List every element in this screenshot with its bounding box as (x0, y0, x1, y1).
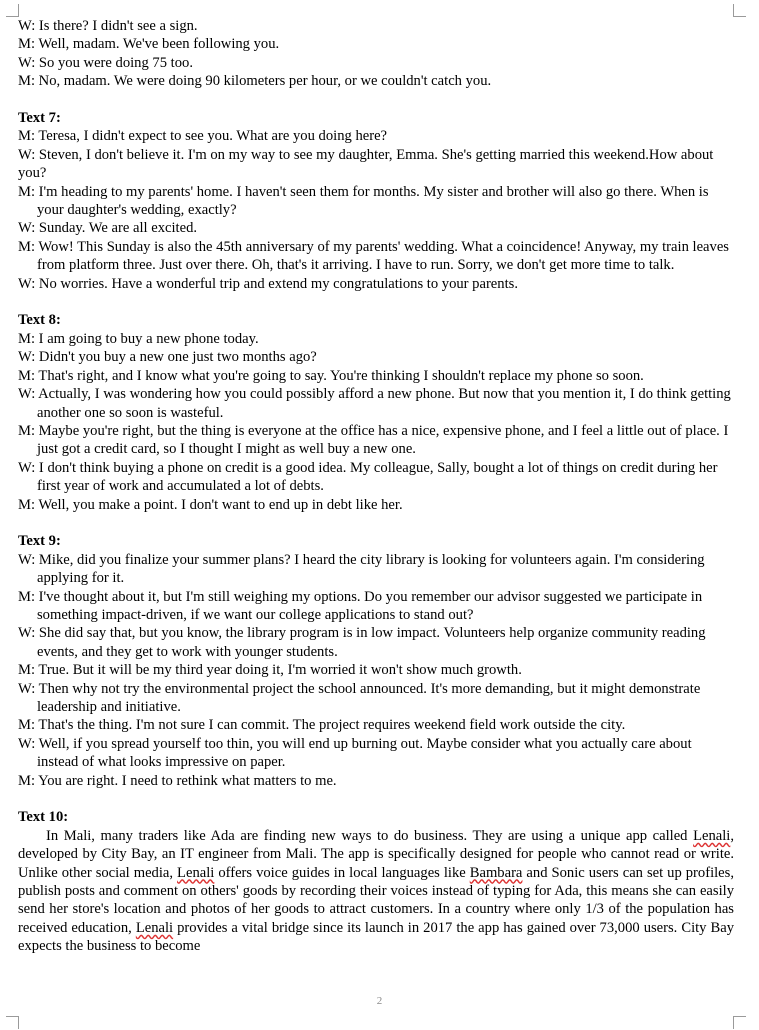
app-name: Lenali (693, 827, 731, 844)
dialogue-line: M: Wow! This Sunday is also the 45th anniversary of my parents' wedding. What a coincidence! Anyway, my train leaves from platform three. Just over there. Oh, that's it arriving. I have to run. Sorry, we don't get more time to talk. (18, 238, 729, 274)
page-number: 2 (376, 995, 383, 1007)
language-name: Bambara (469, 864, 523, 881)
dialogue-line: W: Mike, did you finalize your summer plans? I heard the city library is looking for volunteers again. I'm considering applying for it. (18, 551, 705, 587)
section-heading: Text 7: (18, 110, 61, 127)
page-corner-mark (6, 1016, 19, 1029)
dialogue-line: M: Teresa, I didn't expect to see you. What are you doing here? (18, 128, 388, 145)
dialogue-line: M: True. But it will be my third year doing it, I'm worried it won't show much growth. (18, 662, 522, 679)
text7-section (18, 109, 734, 293)
dialogue-line: M: That's right, and I know what you're going to say. You're thinking I shouldn't replace my phone so soon. (18, 367, 644, 384)
dialogue-line: W: Actually, I was wondering how you could possibly afford a new phone. But now that you mention it, I do think getting another one so soon is wasteful. (18, 386, 731, 421)
section-heading: Text 9: (18, 533, 61, 550)
dialogue-line: M: You are right. I need to rethink what matters to me. (18, 772, 337, 789)
dialogue-line: M: I've thought about it, but I'm still weighing my options. Do you remember our advisor suggested we participate in something impact-driven, if we want our college applications to stand out? (18, 588, 703, 623)
dialogue-line: W: Sunday. We are all excited. (18, 220, 198, 237)
section-heading: Text 8: (18, 312, 61, 329)
dialogue-line: M: Well, madam. We've been following you. (18, 36, 280, 53)
dialogue-line: W: Is there? I didn't see a sign. (18, 18, 198, 34)
text10-section (18, 808, 734, 955)
dialogue-line: M: I am going to buy a new phone today. (18, 330, 259, 347)
document-body[interactable] (18, 17, 734, 956)
dialogue-line: W: Steven, I don't believe it. I'm on my way to see my daughter, Emma. She's getting married this weekend.How about you? (18, 146, 714, 182)
dialogue-line: W: So you were doing 75 too. (18, 54, 193, 71)
app-name: Lenali (135, 919, 174, 936)
dialogue-line: M: No, madam. We were doing 90 kilometers per hour, or we couldn't catch you. (18, 73, 492, 90)
top-dialogue (18, 17, 734, 91)
dialogue-line: M: Maybe you're right, but the thing is everyone at the office has a nice, expensive phone, and I feel a little out of place. I just got a credit card, so I thought I might as well buy a new one. (18, 422, 729, 458)
dialogue-line: W: I don't think buying a phone on credit is a good idea. My colleague, Sally, bought a lot of things on credit during her first year of work and accumulated a lot of debts. (18, 459, 718, 495)
dialogue-line: W: Didn't you buy a new one just two months ago? (18, 349, 317, 366)
dialogue-line: M: Well, you make a point. I don't want to end up in debt like her. (18, 496, 403, 513)
dialogue-line: W: No worries. Have a wonderful trip and extend my congratulations to your parents. (18, 275, 518, 292)
text9-section (18, 532, 734, 790)
text8-section (18, 311, 734, 513)
dialogue-line: W: Then why not try the environmental project the school announced. It's more demanding, but it might demonstrate leadership and initiative. (18, 680, 701, 715)
dialogue-line: M: That's the thing. I'm not sure I can commit. The project requires weekend field work outside the city. (18, 717, 626, 734)
page-corner-mark (6, 4, 19, 17)
section-heading: Text 10: (18, 809, 69, 826)
dialogue-line: W: She did say that, but you know, the library program is in low impact. Volunteers help organize community reading events, and they get to work with younger students. (18, 625, 706, 660)
dialogue-line: M: I'm heading to my parents' home. I haven't seen them for months. My sister and brother will also go there. When is your daughter's wedding, exactly? (18, 183, 709, 219)
passage-paragraph: In Mali, many traders like Ada are finding new ways to do business. They are using a unique app called Lenali, developed by City Bay, an IT engineer from Mali. The app is specifically designed for people who cannot read or write. Unlike other social media, Lenali offers voice guides in local languages like Bambara and Sonic users can set up profiles, publish posts and comment on others' goods by recording their voices instead of typing for Ada, this means she can easily send her store's location and photos of her goods to attract customers. In a country where only 1/3 of the population has received education, Lenali provides a vital bridge since its launch in 2017 the app has gained over 73,000 users. City Bay expects the business to become (18, 827, 734, 955)
app-name: Lenali (177, 864, 215, 881)
dialogue-line: W: Well, if you spread yourself too thin, you will end up burning out. Maybe consider what you actually care about instead of what looks impressive on paper. (18, 735, 692, 771)
page-corner-mark (733, 1016, 746, 1029)
page-corner-mark (733, 4, 746, 17)
